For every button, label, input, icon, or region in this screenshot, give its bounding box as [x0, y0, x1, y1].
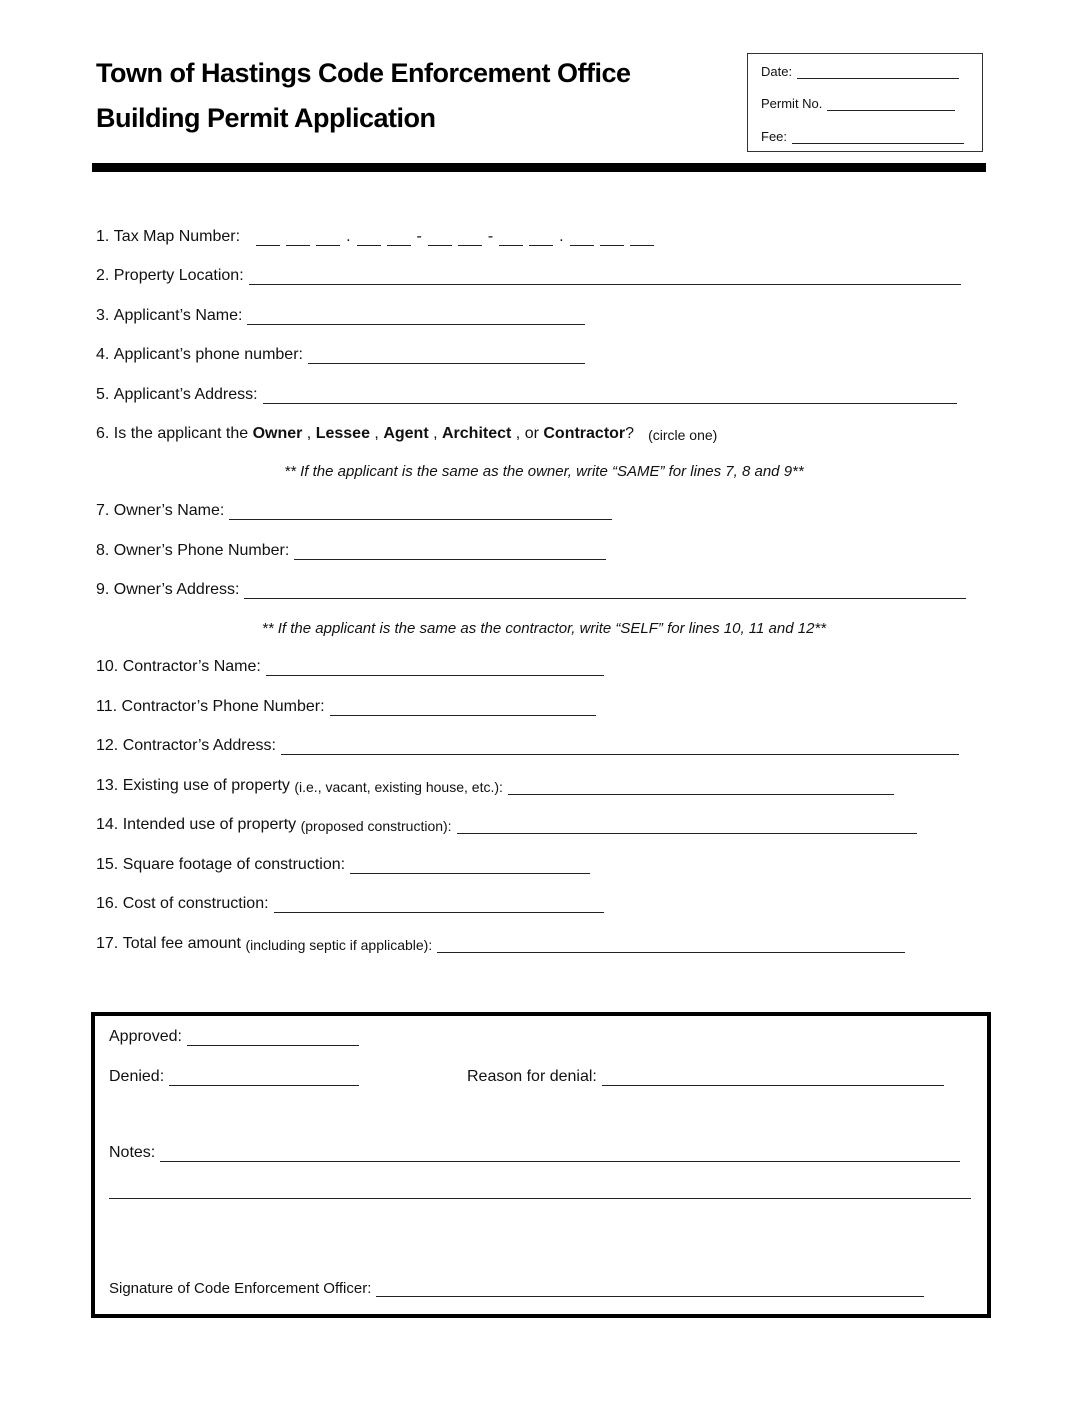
applicant-address-input[interactable] — [263, 389, 957, 404]
contractor-address-input[interactable] — [281, 740, 959, 755]
denied-row — [109, 1068, 359, 1086]
question-mark: ? — [625, 425, 635, 442]
field-number: 11. — [96, 698, 118, 715]
field-label: Contractor’s Phone Number: — [121, 698, 325, 715]
field-label: Property Location: — [113, 267, 244, 284]
permit-number-label: Permit No. — [761, 96, 823, 111]
signature-row — [109, 1280, 924, 1297]
office-decision-box — [91, 1012, 991, 1318]
contractor-phone-input[interactable] — [330, 701, 596, 716]
role-option-contractor[interactable]: Contractor — [543, 425, 626, 442]
permit-number-field[interactable] — [827, 98, 955, 111]
applicant-name-input[interactable] — [247, 310, 585, 325]
field-hint: (i.e., vacant, existing house, etc.): — [294, 779, 503, 795]
role-option-owner[interactable]: Owner — [252, 425, 303, 442]
role-option-lessee[interactable]: Lessee — [315, 425, 370, 442]
field-contractor-address — [96, 737, 959, 755]
field-number: 6. — [96, 425, 110, 442]
field-contractor-phone — [96, 698, 596, 716]
notes-label: Notes: — [109, 1144, 156, 1161]
applicant-phone-input[interactable] — [308, 349, 585, 364]
field-applicant-address — [96, 386, 957, 404]
field-number: 17. — [96, 935, 119, 952]
denied-input[interactable] — [169, 1071, 359, 1086]
contractor-name-input[interactable] — [266, 661, 604, 676]
field-number: 5. — [96, 386, 110, 403]
field-number: 14. — [96, 816, 119, 833]
field-label: Cost of construction: — [122, 895, 269, 912]
field-contractor-name — [96, 658, 604, 676]
fee-label: Fee: — [761, 129, 788, 144]
fee-field[interactable] — [792, 131, 964, 144]
field-owner-name — [96, 502, 612, 520]
signature-label: Signature of Code Enforcement Officer: — [109, 1280, 372, 1297]
field-owner-address — [96, 581, 966, 599]
owner-address-input[interactable] — [244, 584, 966, 599]
field-number: 12. — [96, 737, 119, 754]
field-label: Applicant’s Name: — [113, 307, 243, 324]
contractor-self-note: ** If the applicant is the same as the contractor, write “SELF” for lines 10, 11 and 12** — [261, 620, 827, 637]
field-number: 8. — [96, 542, 110, 559]
reason-label: Reason for denial: — [467, 1068, 597, 1085]
notes-row — [109, 1144, 960, 1162]
field-label: Applicant’s phone number: — [113, 346, 303, 363]
intended-use-input[interactable] — [457, 819, 917, 834]
field-property-location — [96, 267, 961, 285]
denied-label: Denied: — [109, 1068, 165, 1085]
field-number: 7. — [96, 502, 110, 519]
field-label: Intended use of property — [122, 816, 297, 833]
field-total-fee — [96, 935, 905, 953]
notes-input-2[interactable] — [109, 1184, 971, 1199]
field-number: 15. — [96, 856, 119, 873]
form-title: Building Permit Application — [96, 103, 436, 133]
property-location-input[interactable] — [249, 270, 961, 285]
field-label: Tax Map Number: — [113, 228, 241, 245]
field-number: 9. — [96, 581, 110, 598]
field-label: Contractor’s Name: — [122, 658, 261, 675]
field-applicant-name — [96, 307, 585, 325]
field-number: 3. — [96, 307, 110, 324]
office-use-box — [747, 53, 983, 152]
field-cost — [96, 895, 604, 913]
approved-label: Approved: — [109, 1028, 182, 1045]
office-title: Town of Hastings Code Enforcement Office — [96, 58, 631, 88]
field-number: 2. — [96, 267, 110, 284]
notes-row-2 — [109, 1184, 971, 1199]
existing-use-input[interactable] — [508, 780, 894, 795]
total-fee-input[interactable] — [437, 938, 905, 953]
field-number: 10. — [96, 658, 119, 675]
header-divider — [92, 163, 986, 172]
role-question: Is the applicant the — [113, 425, 249, 442]
owner-name-input[interactable] — [229, 505, 612, 520]
field-label: Applicant’s Address: — [113, 386, 258, 403]
reason-row — [467, 1068, 944, 1086]
field-label: Owner’s Name: — [113, 502, 225, 519]
date-label: Date: — [761, 64, 793, 79]
field-label: Owner’s Address: — [113, 581, 240, 598]
field-owner-phone — [96, 542, 606, 560]
field-square-footage — [96, 856, 590, 874]
field-label: Square footage of construction: — [122, 856, 346, 873]
square-footage-input[interactable] — [350, 859, 590, 874]
field-label: Owner’s Phone Number: — [113, 542, 290, 559]
notes-input[interactable] — [160, 1147, 960, 1162]
field-number: 4. — [96, 346, 110, 363]
field-label: Contractor’s Address: — [122, 737, 276, 754]
field-label: Total fee amount — [122, 935, 241, 952]
field-intended-use — [96, 816, 917, 834]
field-hint: (including septic if applicable): — [245, 937, 433, 953]
owner-phone-input[interactable] — [294, 545, 606, 560]
reason-input[interactable] — [602, 1071, 944, 1086]
field-hint: (proposed construction): — [300, 818, 452, 834]
owner-same-note: ** If the applicant is the same as the owner, write “SAME” for lines 7, 8 and 9** — [284, 463, 804, 480]
field-label: Existing use of property — [122, 777, 290, 794]
signature-input[interactable] — [376, 1282, 924, 1297]
field-applicant-role: 6. Is the applicant the Owner , Lessee , Agent , Architect , or Contractor ? (circle one) — [96, 425, 718, 443]
circle-one-hint: (circle one) — [648, 427, 718, 443]
field-number: 16. — [96, 895, 119, 912]
role-option-architect[interactable]: Architect — [441, 425, 512, 442]
date-field[interactable] — [797, 66, 959, 79]
tax-map-input[interactable]: . - - . — [256, 228, 660, 246]
field-applicant-phone — [96, 346, 585, 364]
field-existing-use — [96, 777, 894, 795]
approved-input[interactable] — [187, 1031, 359, 1046]
field-tax-map — [96, 228, 660, 246]
or-text: or — [524, 425, 539, 442]
cost-input[interactable] — [274, 898, 604, 913]
role-option-agent[interactable]: Agent — [383, 425, 429, 442]
field-number: 1. — [96, 228, 110, 245]
approved-row — [109, 1028, 359, 1046]
field-number: 13. — [96, 777, 119, 794]
